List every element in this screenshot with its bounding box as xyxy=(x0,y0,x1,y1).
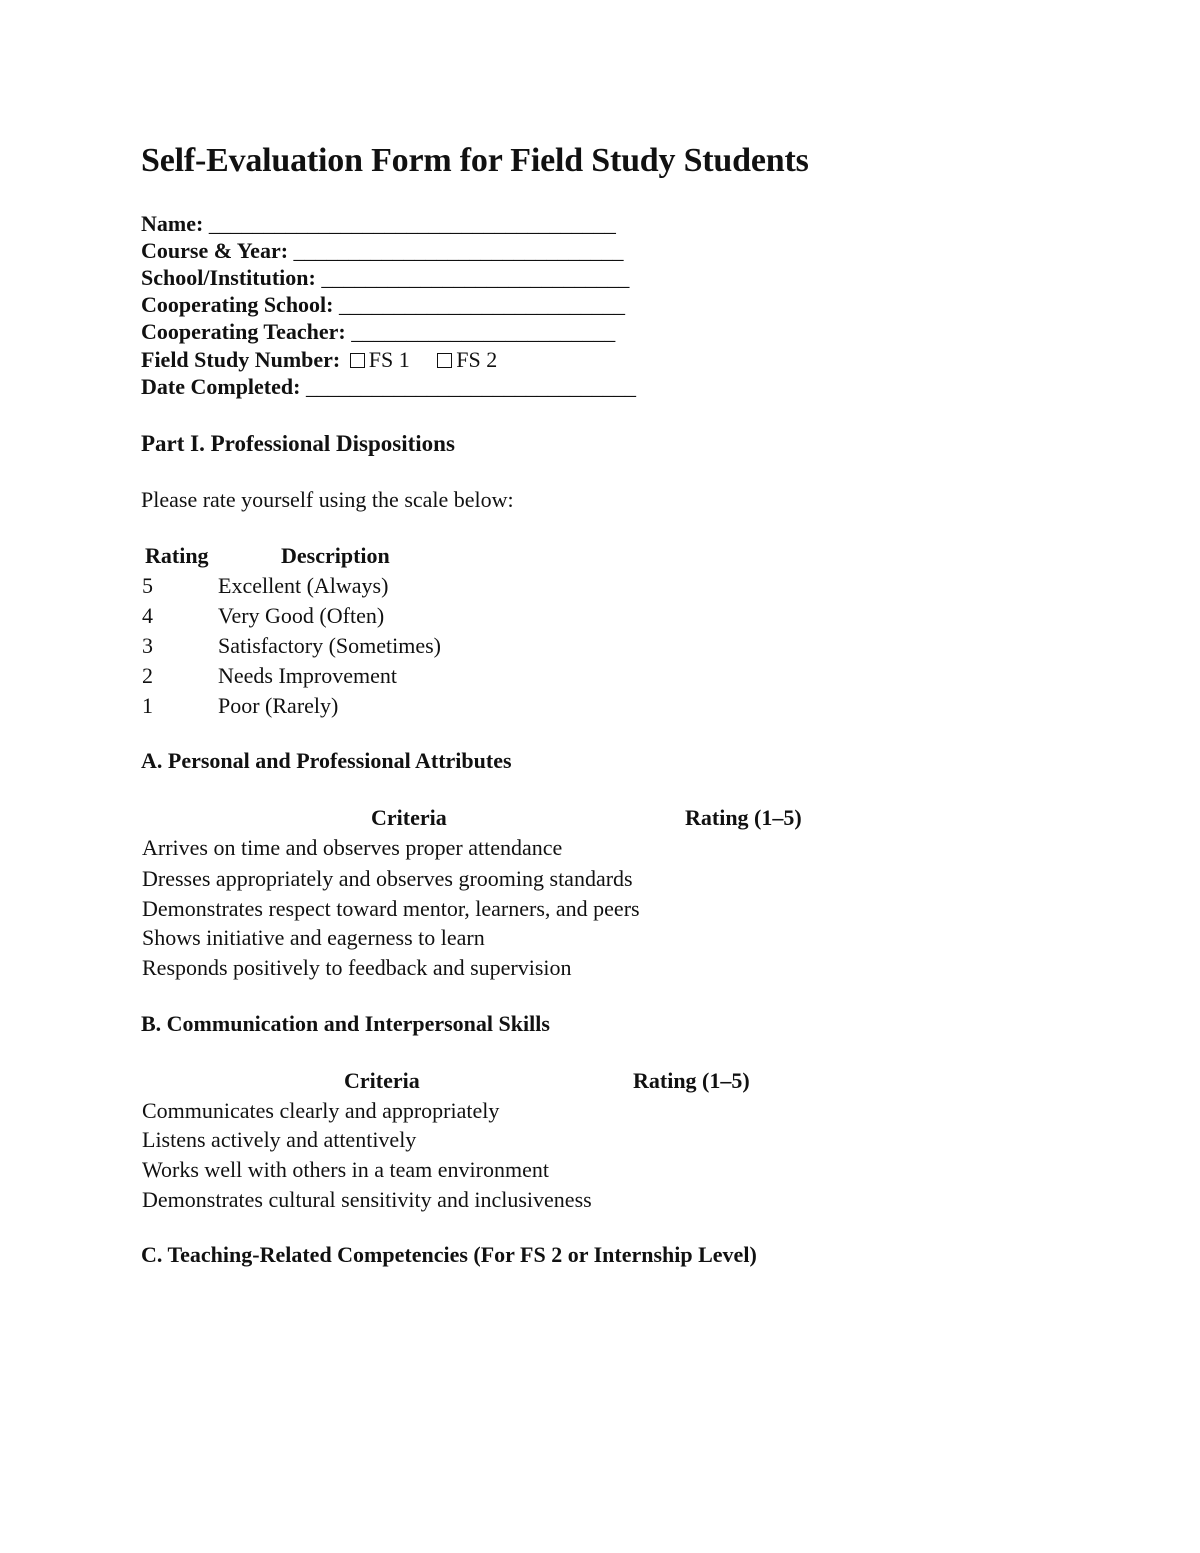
criteria-item: Works well with others in a team environment xyxy=(142,1157,549,1182)
section-c-heading: C. Teaching-Related Competencies (For FS 2 or Internship Level) xyxy=(141,1242,757,1267)
criteria-item: Communicates clearly and appropriately xyxy=(142,1098,500,1123)
scale-rating-value: 1 xyxy=(142,693,153,718)
scale-description: Satisfactory (Sometimes) xyxy=(218,633,442,658)
course-year-label: Course & Year: xyxy=(141,238,289,263)
date-completed-label: Date Completed: xyxy=(141,374,301,399)
school-institution-blank[interactable]: ____________________________ xyxy=(321,265,630,290)
field-study-number-label: Field Study Number: xyxy=(141,347,341,372)
section-a-criteria-header: Criteria xyxy=(371,805,447,830)
criteria-item: Dresses appropriately and observes grooming standards xyxy=(142,866,633,891)
part1-instruction: Please rate yourself using the scale below: xyxy=(141,487,514,512)
date-completed-blank[interactable]: ______________________________ xyxy=(305,374,636,399)
fs1-option[interactable] xyxy=(350,347,410,373)
section-b-heading: B. Communication and Interpersonal Skills xyxy=(141,1011,550,1036)
fs1-label: FS 1 xyxy=(368,347,410,372)
criteria-item: Responds positively to feedback and supervision xyxy=(142,955,572,980)
scale-description: Excellent (Always) xyxy=(218,573,389,598)
scale-header-description: Description xyxy=(281,543,390,568)
cooperating-teacher-field xyxy=(141,319,615,345)
fs2-label: FS 2 xyxy=(456,347,498,372)
cooperating-school-label: Cooperating School: xyxy=(141,292,334,317)
scale-description: Poor (Rarely) xyxy=(218,693,339,718)
scale-description: Needs Improvement xyxy=(218,663,397,688)
date-completed-field xyxy=(141,374,636,400)
criteria-item: Listens actively and attentively xyxy=(142,1127,417,1152)
page-title: Self-Evaluation Form for Field Study Students xyxy=(141,142,809,179)
part1-heading: Part I. Professional Dispositions xyxy=(141,431,455,456)
criteria-item: Demonstrates respect toward mentor, learners, and peers xyxy=(142,896,640,921)
criteria-item: Shows initiative and eagerness to learn xyxy=(142,925,485,950)
fs1-checkbox[interactable] xyxy=(350,353,365,368)
fs2-option[interactable] xyxy=(437,347,497,373)
criteria-item: Demonstrates cultural sensitivity and inclusiveness xyxy=(142,1187,592,1212)
section-a-rating-header: Rating (1–5) xyxy=(685,805,802,830)
scale-header-rating: Rating xyxy=(145,543,209,568)
course-year-field xyxy=(141,238,624,264)
criteria-item: Arrives on time and observes proper attendance xyxy=(142,835,563,860)
scale-description: Very Good (Often) xyxy=(218,603,385,628)
section-a-heading: A. Personal and Professional Attributes xyxy=(141,748,512,773)
scale-rating-value: 3 xyxy=(142,633,153,658)
name-field xyxy=(141,211,616,237)
name-blank[interactable]: _____________________________________ xyxy=(208,211,616,236)
section-b-rating-header: Rating (1–5) xyxy=(633,1068,750,1093)
course-year-blank[interactable]: ______________________________ xyxy=(293,238,624,263)
school-institution-field xyxy=(141,265,629,291)
fs2-checkbox[interactable] xyxy=(437,353,452,368)
scale-rating-value: 4 xyxy=(142,603,153,628)
cooperating-school-field xyxy=(141,292,625,318)
school-institution-label: School/Institution: xyxy=(141,265,316,290)
field-study-number-field xyxy=(141,347,497,373)
scale-rating-value: 5 xyxy=(142,573,153,598)
cooperating-teacher-label: Cooperating Teacher: xyxy=(141,319,346,344)
section-b-criteria-header: Criteria xyxy=(344,1068,420,1093)
cooperating-school-blank[interactable]: __________________________ xyxy=(339,292,625,317)
cooperating-teacher-blank[interactable]: ________________________ xyxy=(351,319,616,344)
scale-rating-value: 2 xyxy=(142,663,153,688)
name-label: Name: xyxy=(141,211,204,236)
